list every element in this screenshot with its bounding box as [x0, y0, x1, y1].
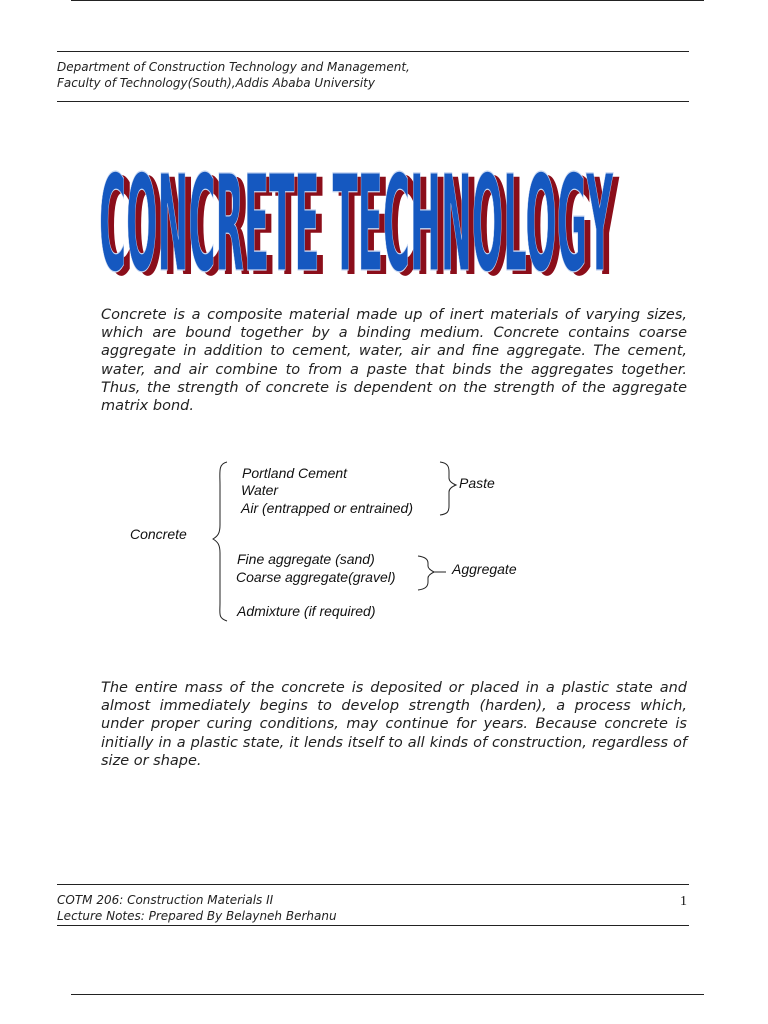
body-paragraph: The entire mass of the concrete is deposited or placed in a plastic state and almost immediately begins to develop strength (harden), a process which, under proper curing conditions, may continue for years. Because concrete is initially in a plastic state, it lends itself to all kinds of construction, regardless of size or shape. [101, 680, 687, 769]
footer-bottom-rule [57, 925, 689, 926]
header-faculty: Faculty of Technology(South),Addis Ababa University [57, 76, 375, 90]
title-shadow: CONCRETE TECHNOLOGY [105, 150, 620, 278]
concrete-brace [213, 462, 227, 621]
paste-brace [440, 462, 456, 515]
paste-item: Water [241, 482, 279, 498]
header-department: Department of Construction Technology and Management, [57, 60, 410, 74]
page-number: 1 [680, 894, 687, 909]
footer-course: COTM 206: Construction Materials II [57, 893, 274, 907]
aggregate-item: Coarse aggregate(gravel) [236, 569, 396, 585]
aggregate-label: Aggregate [452, 561, 517, 577]
diagram-root-concrete: Concrete [130, 526, 187, 542]
footer-top-rule [57, 884, 689, 885]
bottom-page-rule [71, 994, 704, 995]
footer-author: Lecture Notes: Prepared By Belayneh Berhanu [57, 909, 337, 923]
aggregate-item: Fine aggregate (sand) [237, 551, 375, 567]
footer-text [57, 892, 337, 924]
title-main: CONCRETE TECHNOLOGY [99, 146, 614, 278]
aggregate-brace [418, 556, 434, 590]
admixture-item: Admixture (if required) [237, 603, 376, 619]
paste-item: Air (entrapped or entrained) [241, 500, 413, 516]
paste-label: Paste [459, 475, 495, 491]
intro-paragraph: Concrete is a composite material made up of inert materials of varying sizes, which are bound together by a binding medium. Concrete contains coarse aggregate in addition to cement, water, air and fine aggregate. The cement, water, and air combine to from a paste that binds the aggregates together. Thus, the strength of concrete is dependent on the strength of the aggregate matrix bond. [101, 307, 687, 415]
paste-item: Portland Cement [242, 465, 348, 481]
